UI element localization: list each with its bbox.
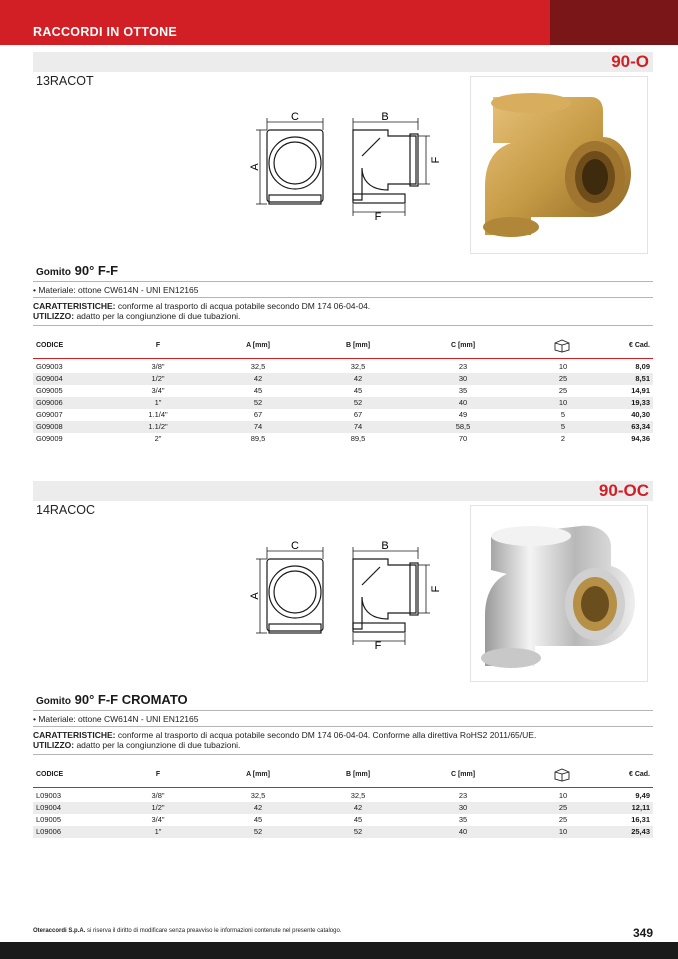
table-cell: 1"	[154, 827, 162, 836]
table-cell: 32,5	[250, 362, 266, 371]
table-cell: G09006	[36, 398, 63, 407]
table-cell: 89,5	[350, 434, 366, 443]
divider	[33, 281, 653, 282]
table-cell: 19,33	[631, 398, 650, 407]
table-cell: G09008	[36, 422, 63, 431]
table-cell: 16,31	[631, 815, 650, 824]
table-cell: 2	[560, 434, 566, 443]
table-cell: 35	[458, 386, 468, 395]
table-cell: 42	[253, 803, 263, 812]
table-cell: 1.1/4"	[148, 410, 168, 419]
table-cell: 32,5	[350, 791, 366, 800]
page-number: 349	[632, 926, 653, 940]
table-cell: 94,36	[631, 434, 650, 443]
table-cell: 1/2"	[151, 374, 165, 383]
table-cell: 14,91	[631, 386, 650, 395]
table-header-divider	[33, 787, 653, 788]
table-cell: 52	[253, 398, 263, 407]
section-1-technical-drawing	[240, 108, 442, 223]
table-cell: 1"	[154, 398, 162, 407]
table-cell: 5	[560, 410, 566, 419]
dim-a-label: A	[249, 592, 261, 600]
table-cell: 67	[353, 410, 363, 419]
table-cell: 67	[253, 410, 263, 419]
table-cell: L09005	[36, 815, 62, 824]
table-cell: 42	[353, 803, 363, 812]
dim-b-label: B	[381, 111, 389, 123]
divider	[33, 754, 653, 755]
table-cell: 10	[558, 827, 568, 836]
table-cell: 30	[458, 803, 468, 812]
section-1-code: 13RACOT	[36, 74, 94, 88]
section-2-description: CARATTERISTICHE: conforme al trasporto di acqua potabile secondo DM 174 06-04-04. Conforme alla direttiva RoHS2 2011/65/UE. UTILIZZO: adatto per la congiunzione di due tubazioni.	[33, 730, 537, 750]
table-cell: G09004	[36, 374, 63, 383]
table-cell: 10	[558, 362, 568, 371]
table-cell: 3/8"	[151, 362, 165, 371]
table-cell: 3/4"	[151, 386, 165, 395]
dim-f-bottom-label: F	[374, 211, 382, 223]
table-cell: 58,5	[455, 422, 471, 431]
table-cell: 9,49	[635, 791, 650, 800]
table-cell: 25	[558, 386, 568, 395]
table-cell: 89,5	[250, 434, 266, 443]
table-row	[33, 814, 653, 826]
section-1-table-header: CODICE F A [mm] B [mm] C [mm] € Cad.	[33, 342, 653, 356]
dim-b-label: B	[381, 540, 389, 552]
table-cell: 5	[560, 422, 566, 431]
table-cell: 23	[458, 791, 468, 800]
table-cell: L09003	[36, 791, 62, 800]
table-cell: 8,51	[635, 374, 650, 383]
table-cell: 32,5	[350, 362, 366, 371]
category-title: RACCORDI IN OTTONE	[33, 25, 178, 39]
section-2-code-bar	[33, 481, 653, 501]
table-cell: G09007	[36, 410, 63, 419]
table-cell: 23	[458, 362, 468, 371]
table-cell: 40	[458, 398, 468, 407]
table-cell: 40,30	[631, 410, 650, 419]
section-1-material: • Materiale: ottone CW614N - UNI EN12165	[33, 285, 199, 295]
table-cell: 25	[558, 803, 568, 812]
footer-bar	[0, 942, 678, 959]
table-row	[33, 361, 653, 373]
package-icon	[553, 339, 571, 352]
dim-c-label: C	[291, 111, 299, 123]
table-cell: 10	[558, 398, 568, 407]
section-2-material: • Materiale: ottone CW614N - UNI EN12165	[33, 714, 199, 724]
table-cell: G09005	[36, 386, 63, 395]
table-header-divider	[33, 358, 653, 359]
table-cell: G09009	[36, 434, 63, 443]
table-cell: 63,34	[631, 422, 650, 431]
dim-f-bottom-label: F	[374, 640, 382, 652]
table-cell: 74	[253, 422, 263, 431]
table-cell: 35	[458, 815, 468, 824]
table-row	[33, 790, 653, 802]
table-cell: 30	[458, 374, 468, 383]
table-row	[33, 397, 653, 409]
table-cell: 74	[353, 422, 363, 431]
footer-disclaimer: Oteraccordi S.p.A. si riserva il diritto di modificare senza preavviso le informazioni contenute nel presente catalogo.	[33, 928, 342, 934]
table-cell: 25	[558, 815, 568, 824]
header-bar-accent	[550, 0, 678, 45]
table-cell: 2"	[154, 434, 162, 443]
table-cell: 25	[558, 374, 568, 383]
dim-f-side-label: F	[430, 156, 442, 164]
divider	[33, 710, 653, 711]
table-cell: 1.1/2"	[148, 422, 168, 431]
section-1-product-title: Gomito 90° F-F	[36, 263, 119, 278]
table-row	[33, 421, 653, 433]
table-cell: 3/4"	[151, 815, 165, 824]
section-1-code-bar	[33, 52, 653, 72]
table-cell: 52	[353, 398, 363, 407]
section-2-product-title: Gomito 90° F-F CROMATO	[36, 692, 188, 707]
table-cell: 40	[458, 827, 468, 836]
table-row	[33, 433, 653, 445]
table-cell: 45	[353, 386, 363, 395]
table-row	[33, 385, 653, 397]
table-cell: 70	[458, 434, 468, 443]
table-cell: 12,11	[631, 803, 650, 812]
dim-f-side-label: F	[430, 585, 442, 593]
table-cell: 25,43	[631, 827, 650, 836]
table-row	[33, 373, 653, 385]
table-row	[33, 802, 653, 814]
table-cell: 1/2"	[151, 803, 165, 812]
table-cell: 3/8"	[151, 791, 165, 800]
section-2-technical-drawing	[240, 537, 442, 652]
table-cell: 49	[458, 410, 468, 419]
table-cell: L09006	[36, 827, 62, 836]
package-icon	[553, 768, 571, 781]
divider	[33, 325, 653, 326]
table-cell: 42	[253, 374, 263, 383]
section-1-description: CARATTERISTICHE: conforme al trasporto di acqua potabile secondo DM 174 06-04-04. UTILIZZO: adatto per la congiunzione di due tubazioni.	[33, 301, 371, 321]
table-cell: 42	[353, 374, 363, 383]
table-cell: 8,09	[635, 362, 650, 371]
section-2-table-header: CODICE F A [mm] B [mm] C [mm] € Cad.	[33, 771, 653, 785]
table-cell: L09004	[36, 803, 62, 812]
table-cell: G09003	[36, 362, 63, 371]
section-2-badge: 90-OC	[598, 481, 649, 500]
table-cell: 52	[253, 827, 263, 836]
divider	[33, 297, 653, 298]
table-cell: 32,5	[250, 791, 266, 800]
section-2-code: 14RACOC	[36, 503, 96, 517]
dim-a-label: A	[249, 163, 261, 171]
table-row	[33, 409, 653, 421]
table-cell: 10	[558, 791, 568, 800]
section-2-product-photo	[470, 505, 648, 682]
table-cell: 45	[353, 815, 363, 824]
table-cell: 45	[253, 815, 263, 824]
section-1-product-photo	[470, 76, 648, 254]
table-row	[33, 826, 653, 838]
section-1-badge: 90-O	[611, 52, 649, 71]
dim-c-label: C	[291, 540, 299, 552]
table-cell: 52	[353, 827, 363, 836]
table-cell: 45	[253, 386, 263, 395]
divider	[33, 726, 653, 727]
